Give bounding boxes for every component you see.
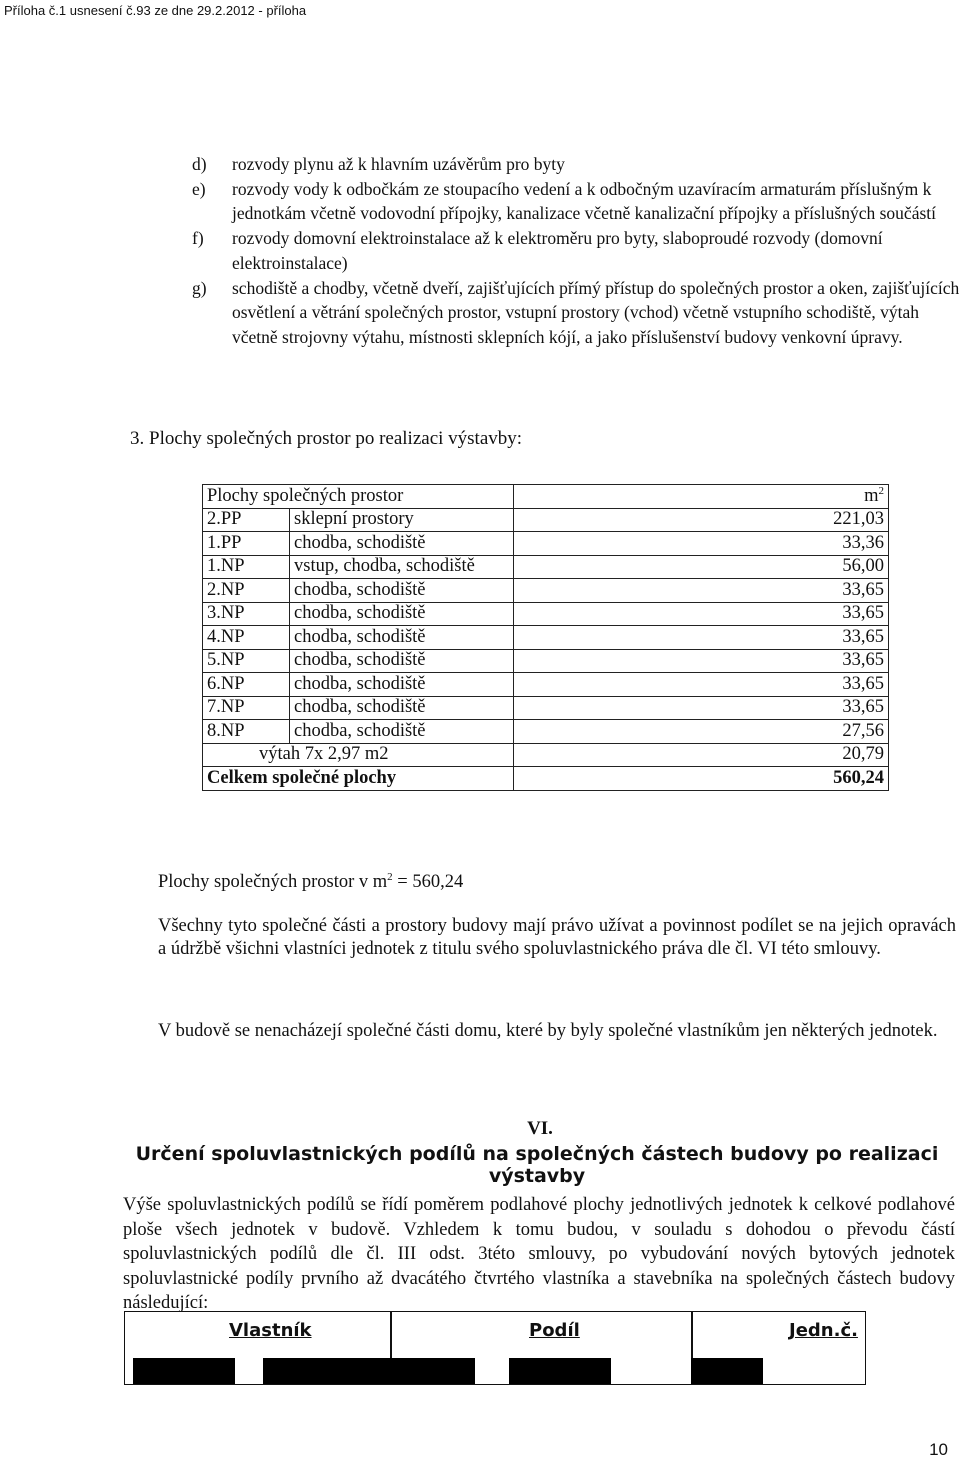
area-name-cell: chodba, schodiště [290,696,514,720]
list-item [192,152,960,177]
total-value-cell: 560,24 [514,767,889,791]
table-row [203,673,889,697]
list-item-text: rozvody domovní elektroinstalace až k elektroměru pro byty, slaboproudé rozvody (domovní elektroinstalace) [232,228,883,273]
paragraph-share-determination: Výše spoluvlastnických podílů se řídí poměrem podlahové plochy jednotlivých jednotek k celkové podlahové ploše všech jednotek v budově. Vzhledem k tomu budou, v souladu s dohodou o převodu částí spoluvlastnických podílů dle čl. III odst. 3této smlouvy, po vybudování nových bytových jednotek spoluvlastnické podíly prvního až dvacátého čtvrtého vlastníka a stavebníka na společných částech budovy následující: [123,1195,955,1313]
paragraph-usage-rights: Všechny tyto společné části a prostory budovy mají právo užívat a povinnost podílet se na jejich opravách a údržbě všichni vlastníci jednotek z titulu svého spoluvlastnického práva dle čl. VI této smlouvy. [158,916,956,959]
list-item-label: d) [192,154,207,174]
area-name-cell: chodba, schodiště [290,649,514,673]
section-vi-number: VI. [527,1118,553,1139]
floor-cell: 2.NP [203,579,290,603]
table-row [203,555,889,579]
unit-superscript: 2 [878,485,884,498]
table-row [203,696,889,720]
redacted-block [509,1358,611,1384]
section-vi-title: Určení spoluvlastnických podílů na společných částech budovy po realizaci výstavby [135,1143,939,1187]
area-name-cell: vstup, chodba, schodiště [290,555,514,579]
area-value-cell: 27,56 [514,720,889,744]
table-row [203,579,889,603]
floor-cell: 7.NP [203,696,290,720]
list-item-label: f) [192,228,204,249]
lift-row [203,743,889,767]
list-item [192,177,960,226]
list-item-label: g) [192,277,207,298]
floor-cell: 1.NP [203,555,290,579]
area-value-cell: 33,65 [514,673,889,697]
area-name-cell: chodba, schodiště [290,579,514,603]
area-value-cell: 33,65 [514,626,889,650]
table-header-unit [514,485,889,509]
section-3-heading: 3. Plochy společných prostor po realizaci výstavby: [130,428,523,449]
area-value-cell: 221,03 [514,508,889,532]
lift-label-cell: výtah 7x 2,97 m2 [203,743,514,767]
summary-prefix: Plochy společných prostor v m [158,872,388,893]
area-value-cell: 33,65 [514,579,889,603]
area-name-cell: chodba, schodiště [290,720,514,744]
page-number: 10 [929,1440,948,1459]
area-value-cell: 33,65 [514,696,889,720]
redacted-block [263,1358,475,1384]
list-item-text: schodiště a chodby, včetně dveří, zajišťujících přímý přístup do společných prostor a oken, zajišťujících osvětlení a větrání společných prostor, vstupní prostory (vchod) včetně vstupního schodiště, výtah včetně strojovny výtahu, místnosti sklepních kójí, a jako příslušenství budovy venkovní úpravy. [232,277,960,347]
table-row [203,720,889,744]
table-header-row [203,485,889,509]
redacted-block [691,1358,763,1384]
area-name-cell: sklepní prostory [290,508,514,532]
floor-cell: 8.NP [203,720,290,744]
column-owner-header: Vlastník [229,1320,312,1341]
floor-cell: 4.NP [203,626,290,650]
list-item [192,276,960,350]
floor-cell: 5.NP [203,649,290,673]
common-areas-table [202,484,889,791]
area-name-cell: chodba, schodiště [290,626,514,650]
document-header-note: Příloha č.1 usnesení č.93 ze dne 29.2.2012 - příloha [4,3,307,18]
table-row [203,532,889,556]
list-item-text: rozvody vody k odbočkám ze stoupacího vedení a k odbočným uzavíracím armaturám příslušným k jednotkám včetně vodovodní přípojky, kanalizace včetně kanalizační přípojky a příslušných součástí [232,178,936,224]
table-row [203,626,889,650]
unit-text: m [864,486,879,507]
common-areas-summary [158,866,463,894]
ownership-shares-table [124,1311,866,1385]
area-name-cell: chodba, schodiště [290,673,514,697]
table-header-label: Plochy společných prostor [203,485,514,509]
column-share-header: Podíl [529,1320,580,1341]
floor-cell: 1.PP [203,532,290,556]
summary-superscript: 2 [387,871,393,883]
summary-suffix: = 560,24 [392,872,464,893]
area-name-cell: chodba, schodiště [290,532,514,556]
area-name-cell: chodba, schodiště [290,602,514,626]
common-parts-list [192,152,960,350]
total-label-cell: Celkem společné plochy [203,767,514,791]
area-value-cell: 56,00 [514,555,889,579]
area-value-cell: 33,65 [514,649,889,673]
list-item-label: e) [192,178,206,199]
lift-value-cell: 20,79 [514,743,889,767]
table-row [203,602,889,626]
floor-cell: 2.PP [203,508,290,532]
table-row [203,649,889,673]
paragraph-common-parts-note: V budově se nenacházejí společné části domu, které by byly společné vlastníkům jen některých jednotek. [158,1021,938,1041]
floor-cell: 6.NP [203,673,290,697]
area-value-cell: 33,65 [514,602,889,626]
redacted-block [133,1358,235,1384]
table-row [203,508,889,532]
area-value-cell: 33,36 [514,532,889,556]
list-item-text: rozvody plynu až k hlavním uzávěrům pro byty [232,154,565,174]
floor-cell: 3.NP [203,602,290,626]
column-unit-header: Jedn.č. [789,1320,858,1341]
total-row [203,767,889,791]
list-item [192,226,960,275]
